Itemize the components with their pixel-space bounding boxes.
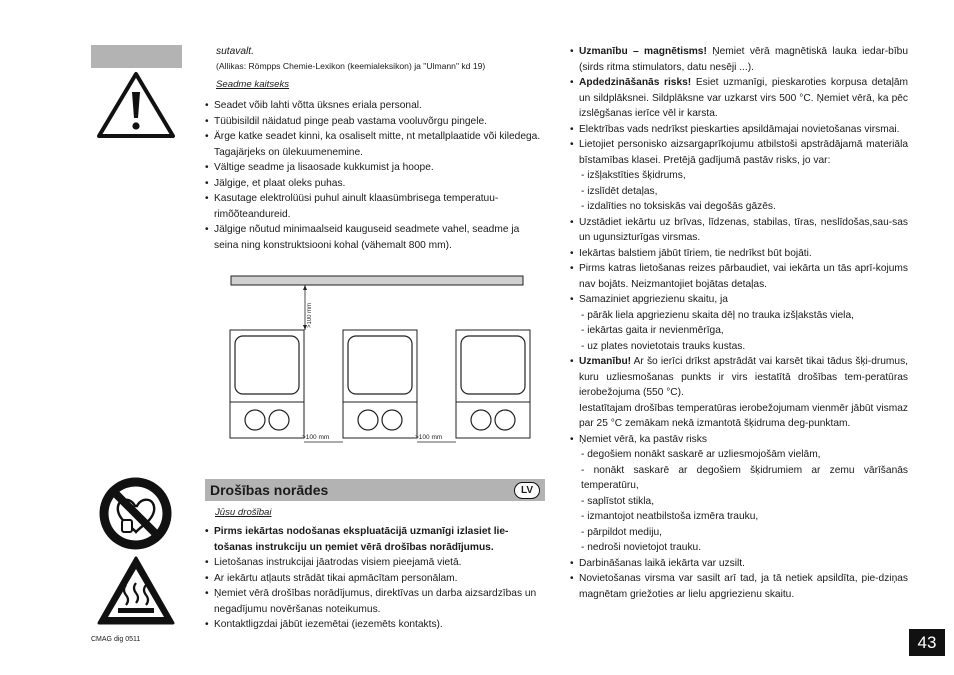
- dash-item-text: - nedroši novietojot trauku.: [581, 542, 702, 553]
- list-item-text: Pirms katras lietošanas reizes pārbaudiet, vai iekārta un tās aprī-kojums nav bojāts. Neizmantojiet bojātas detaļas.: [579, 263, 908, 290]
- list-item-text: Kontaktligzdai jābūt iezemētai (iezemēts kontakts).: [214, 619, 443, 630]
- magnetism-warning-text: Ņemiet vērā magnētiskā lauka iedar-bību (sirds ritma stimulators, datu nesēji ...).: [579, 46, 908, 73]
- section-title-drosibas-norades: Drošības norādes: [210, 482, 329, 498]
- dash-item-text: - izmantojot neatbilstoša izmēra trauku,: [581, 511, 759, 522]
- list-item-text: Tüübisildil näidatud pinge peab vastama vooluvõrgu pingele.: [214, 115, 487, 127]
- subtitle-jusu-drosibai: [215, 507, 272, 518]
- list-item-text: Novietošanas virsma var sasilt arī tad, ja tā netiek apsildīta, pie-dziņas magnētam griežoties ar lielu apgriezienu skaitu.: [579, 573, 908, 600]
- list-item-text: Jälgige nõutud minimaalseid kauguseid seadmete vahel, seadme ja seina ning konstruktsiooni kohal (vähemalt 800 mm).: [214, 224, 520, 251]
- list-paragraph-text: Iestatītajam drošības temperatūras ierobežojumam vienmēr jābūt vismaz par 25 °C zemākam nekā izmantotā šķidruma deg-punktam.: [579, 402, 908, 429]
- list-item: [570, 122, 908, 138]
- list-item-text: Darbināšanas laikā iekārta var uzsilt.: [579, 557, 745, 569]
- bold-bullet-text: Pirms iekārtas nodošanas ekspluatācijā uzmanīgi izlasiet lie-tošanas instrukciju un ņemiet vērā drošības norādījumus.: [214, 526, 509, 553]
- continued-text: sutavalt.: [216, 46, 254, 57]
- device-2: [343, 330, 417, 438]
- attention-text: Ar šo ierīci drīkst apstrādāt vai karsēt tikai tādus šķi-drumus, kuru uzliesmošanas punkts ir virs iestatītā drošības tem-peratūras ierobežojuma (550 °C).: [579, 356, 908, 398]
- latvian-left-list: [205, 524, 545, 633]
- hot-surface-icon: [96, 555, 176, 627]
- list-item-text: Ärge katke seadet kinni, ka osaliselt mitte, nt metallplaatide või kiledega. Tagajärjeks on ülekuumenemine.: [214, 131, 541, 158]
- gap2-label: >100 mm: [415, 434, 443, 441]
- dash-item: [570, 199, 908, 215]
- dash-item: [570, 494, 908, 510]
- list-item: [570, 432, 908, 448]
- dash-item: [570, 463, 908, 494]
- document-code: CMAG dig 0511: [91, 636, 141, 643]
- list-item-text: Kasutage elektrolüüsi puhul ainult klaasümbrisega temperatuu-rimõõteandureid.: [214, 193, 499, 220]
- list-item: [205, 114, 545, 130]
- list-item: [570, 246, 908, 262]
- source-citation: (Allikas: Römpps Chemie-Lexikon (keemialeksikon) ja "Ulmann" kd 19): [216, 60, 486, 71]
- dash-item: [570, 509, 908, 525]
- list-item: [205, 191, 545, 222]
- list-item: [570, 44, 908, 75]
- list-item: [205, 98, 545, 114]
- list-item-text: Lietošanas instrukcijai jāatrodas visiem pieejamā vietā.: [214, 557, 462, 568]
- dash-item-text: - pārāk liela apgriezienu skaita dēļ no trauka izšļakstās viela,: [581, 309, 854, 321]
- dash-item: [570, 540, 908, 556]
- dash-item-text: - degošiem nonākt saskarē ar uzliesmojošām vielām,: [581, 449, 821, 460]
- dash-item-text: - iekārtas gaita ir nevienmērīga,: [581, 325, 724, 336]
- dash-item-text: - izdalīties no toksiskās vai degošās gāzēs.: [581, 201, 776, 212]
- dash-item: [570, 339, 908, 355]
- attention-label: Uzmanību!: [579, 356, 632, 367]
- list-item: [205, 129, 545, 160]
- dash-item-text: - saplīstot stikla,: [581, 495, 655, 507]
- list-paragraph: [570, 401, 908, 432]
- dash-item-text: - nonākt saskarē ar degošiem šķidrumiem ar zemu vārīšanās temperatūru,: [581, 464, 908, 491]
- language-badge: LV: [514, 482, 540, 499]
- burn-risk-label: Apdedzināšanās risks!: [579, 77, 692, 88]
- list-item-text: Seadet võib lahti võtta üksnes eriala personal.: [214, 100, 422, 111]
- dash-item-text: - pārpildot mediju,: [581, 526, 662, 538]
- dash-item-text: - izslīdēt detaļas,: [581, 185, 658, 197]
- burn-risk-text: Esiet uzmanīgi, pieskaroties korpusa detaļām un sildplāksnei. Sildplāksne var uzkarst virs 500 °C. Ņemiet vērā, ka pēc izslēgšanas ierīce vēl ir karsta.: [579, 77, 908, 119]
- dash-item: [570, 323, 908, 339]
- list-item-text: Samaziniet apgriezienu skaitu, ja: [579, 294, 728, 305]
- list-item-text: Lietojiet personisko aizsargaprīkojumu atbilstoši apstrādājamā materiāla bīstamības klasei. Pretējā gadījumā pastāv risks, jo var:: [579, 139, 908, 166]
- list-item-bold: [205, 524, 545, 555]
- dash-item: [570, 308, 908, 324]
- list-item-text: Jälgige, et plaat oleks puhas.: [214, 177, 346, 189]
- list-item: [570, 292, 908, 308]
- list-item: [570, 571, 908, 602]
- dash-item: [570, 168, 908, 184]
- device-1: [230, 330, 304, 438]
- list-item-text: Ņemiet vērā drošības norādījumus, direktīvas un darba aizsardzības un negadījumu novēršanas noteikumus.: [214, 588, 537, 615]
- section-banner: [205, 479, 545, 501]
- list-item: [205, 176, 545, 192]
- warning-triangle-icon: [96, 70, 176, 140]
- list-item-text: Uzstādiet iekārtu uz brīvas, līdzenas, stabilas, tīras, neslīdošas,sau-sas un ugunsizturīgas virsmas.: [579, 216, 908, 243]
- list-item: [570, 556, 908, 572]
- list-item: [570, 75, 908, 122]
- list-item-text: Vältige seadme ja lisaosade kukkumist ja hoope.: [214, 162, 434, 173]
- list-item: [205, 571, 545, 587]
- list-item: [205, 586, 545, 617]
- list-item: [570, 215, 908, 246]
- list-item-text: Elektrības vads nedrīkst pieskarties apsildāmajai novietošanas virsmai.: [579, 123, 900, 135]
- gap1-label: >100 mm: [302, 434, 330, 441]
- dash-item-text: - izšļakstīties šķidrums,: [581, 170, 686, 181]
- list-item: [205, 160, 545, 176]
- list-item-text: Iekārtas balstiem jābūt tīriem, tie nedrīkst būt bojāti.: [579, 247, 812, 259]
- dash-item-text: - uz plates novietotais trauks kustas.: [581, 340, 746, 352]
- magnetism-warning-label: Uzmanību – magnētisms!: [579, 46, 707, 57]
- list-item: [205, 222, 545, 253]
- list-item-text: Ar iekārtu atļauts strādāt tikai apmācītam personālam.: [214, 572, 458, 584]
- list-item: [205, 617, 545, 633]
- header-grey-block: [91, 45, 182, 68]
- dash-item: [570, 184, 908, 200]
- list-item: [205, 555, 545, 571]
- estonian-bullet-list: [205, 98, 545, 253]
- list-item-text: Ņemiet vērā, ka pastāv risks: [579, 433, 707, 445]
- section-title-seadme-kaitseks: Seadme kaitseks: [216, 78, 290, 90]
- list-item: [570, 137, 908, 168]
- latvian-right-column: [570, 44, 908, 602]
- subtitle-text: Jūsu drošībai: [215, 507, 272, 518]
- top-clearance-label: >100 mm: [307, 302, 313, 328]
- dash-item: [570, 447, 908, 463]
- list-item: [570, 354, 908, 401]
- device-3: [456, 330, 530, 438]
- dash-item: [570, 525, 908, 541]
- clearance-diagram: [225, 272, 531, 448]
- no-pacemaker-icon: [98, 476, 173, 551]
- list-item: [570, 261, 908, 292]
- page-number: 43: [909, 629, 945, 656]
